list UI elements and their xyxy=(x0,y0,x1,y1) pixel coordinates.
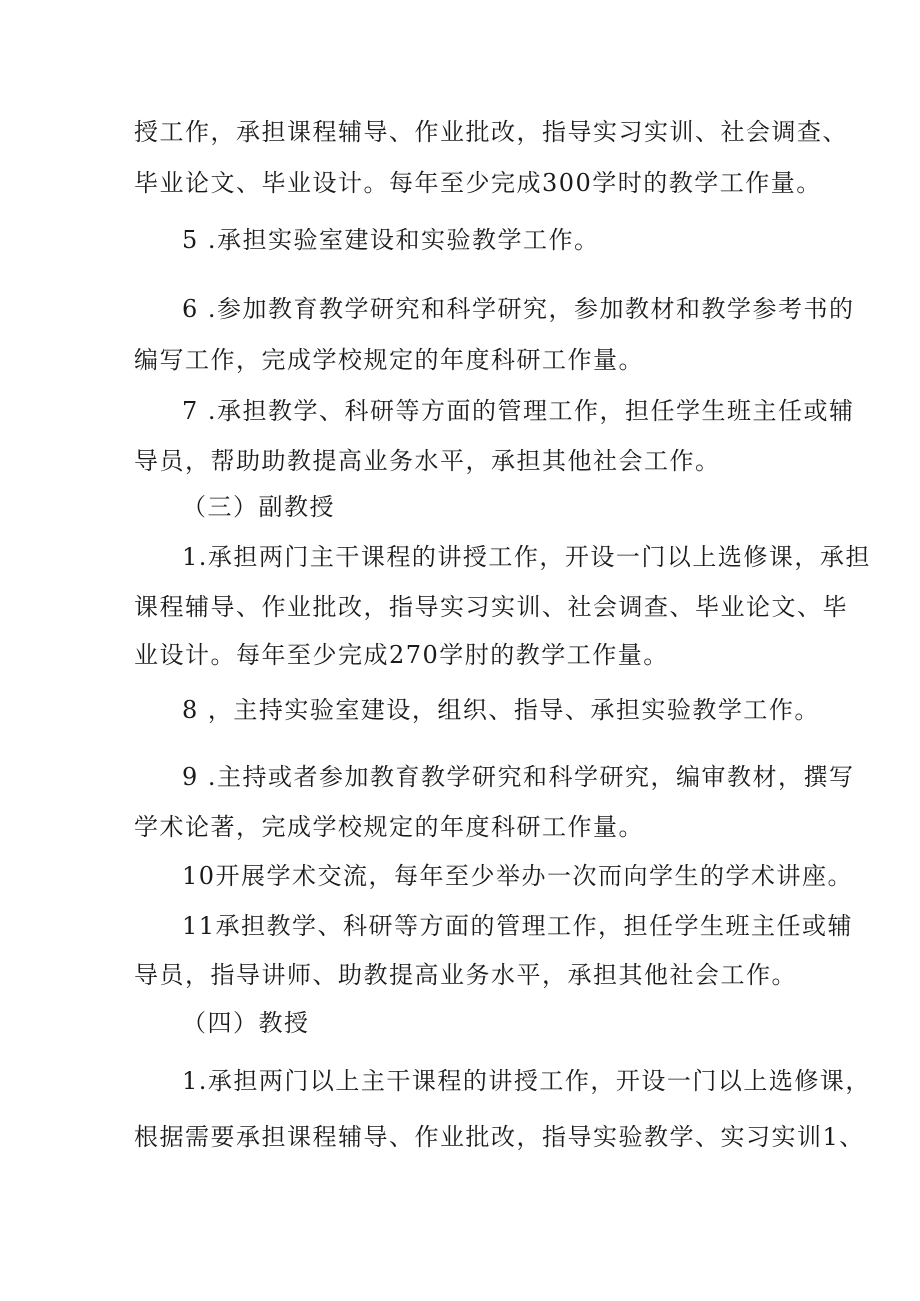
text-line: 7 .承担教学、科研等方面的管理工作，担任学生班主任或辅 xyxy=(182,397,855,425)
section-heading-associate-professor: （三）副教授 xyxy=(182,493,335,521)
text-line: 导员，帮助助教提高业务水平，承担其他社会工作。 xyxy=(134,447,721,475)
text-line: 6 .参加教育教学研究和科学研究，参加教材和教学参考书的 xyxy=(182,295,855,323)
text-line: 5 .承担实验室建设和实验教学工作。 xyxy=(182,226,600,254)
text-line: 10开展学术交流，每年至少举办一次而向学生的学术讲座。 xyxy=(182,862,854,890)
text-line: 导员，指导讲师、助教提高业务水平，承担其他社会工作。 xyxy=(134,961,797,989)
text-line: 编写工作，完成学校规定的年度科研工作量。 xyxy=(134,346,644,374)
text-line: 业设计。每年至少完成270学肘的教学工作量。 xyxy=(134,641,669,669)
text-line: 9 .主持或者参加教育教学研究和科学研究，编审教材，撰写 xyxy=(182,763,855,791)
text-line: 课程辅导、作业批改，指导实习实训、社会调查、毕业论文、毕 xyxy=(134,593,848,621)
text-line: 11承担教学、科研等方面的管理工作，担任学生班主任或辅 xyxy=(182,912,854,940)
text-line: 授工作，承担课程辅导、作业批改，指导实习实训、社会调查、 xyxy=(134,118,848,146)
text-line: 学术论著，完成学校规定的年度科研工作量。 xyxy=(134,813,644,841)
section-heading-professor: （四）教授 xyxy=(182,1009,310,1037)
text-line: 1.承担两门以上主干课程的讲授工作，开设一门以上选修课， xyxy=(182,1067,871,1095)
text-line: 毕业论文、毕业设计。每年至少完成300学时的教学工作量。 xyxy=(134,169,822,197)
text-line: 8 ，主持实验室建设，组织、指导、承担实验教学工作。 xyxy=(182,696,820,724)
text-line: 根据需要承担课程辅导、作业批改，指导实验教学、实习实训1、 xyxy=(134,1123,865,1151)
text-line: 1.承担两门主干课程的讲授工作，开设一门以上选修课，承担 xyxy=(182,543,871,571)
